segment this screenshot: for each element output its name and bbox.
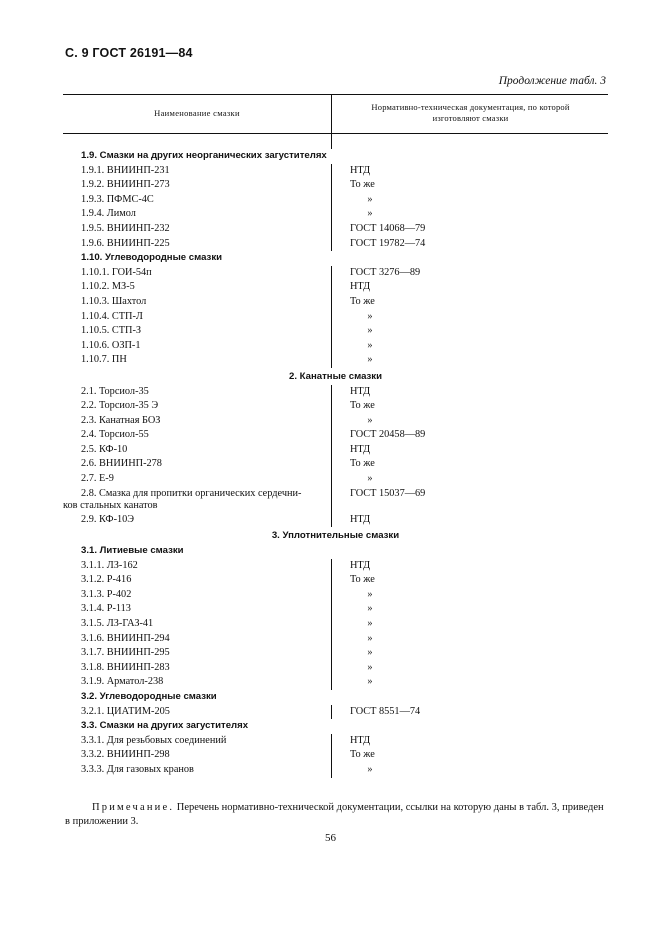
ditto-mark: » (367, 325, 373, 337)
table-row (63, 457, 608, 472)
lubricant-name: 3.3.1. Для резьбовых соединений (81, 734, 227, 746)
documentation-value: НТД (350, 513, 371, 525)
lubricant-name: 3.1.2. Р-416 (81, 574, 132, 586)
lubricant-name: 1.10. Углеводородные смазки (81, 252, 223, 264)
lubricant-name: 1.10.1. ГОИ-54п (81, 266, 152, 278)
subsection-heading (63, 690, 608, 705)
lubricant-name: 3.1.3. Р-402 (81, 588, 132, 600)
documentation-cell (331, 513, 608, 528)
documentation-value: ГОСТ 20458—89 (350, 429, 426, 441)
lubricant-name: 1.10.5. СТП-З (81, 325, 142, 337)
documentation-cell (331, 661, 608, 676)
lubricant-name: 3.1.8. ВНИИНП-283 (81, 661, 170, 673)
column-header-documentation-line2: изготовляют смазки (432, 113, 509, 123)
ditto-mark: » (367, 676, 373, 688)
lubricant-name: 3.1.6. ВНИИНП-294 (81, 632, 170, 644)
table-row (63, 310, 608, 325)
table-row (63, 295, 608, 310)
lubricant-name: 1.9.1. ВНИИНП-231 (81, 164, 170, 176)
documentation-cell (331, 559, 608, 574)
ditto-mark: » (367, 647, 373, 659)
table-row (63, 443, 608, 458)
documentation-cell (331, 428, 608, 443)
table-row (63, 588, 608, 603)
documentation-cell (331, 632, 608, 647)
documentation-value: То же (350, 179, 375, 191)
documentation-cell (331, 207, 608, 222)
subsection-heading (63, 719, 608, 734)
table-row (63, 763, 608, 778)
documentation-cell (331, 443, 608, 458)
table-row (63, 705, 608, 720)
documentation-value: ГОСТ 3276—89 (350, 266, 421, 278)
ditto-mark: » (367, 603, 373, 615)
lubricant-name: 2.4. Торсиол-55 (81, 429, 149, 441)
documentation-value: НТД (350, 559, 371, 571)
lubricant-name: 3.1.5. ЛЗ-ГАЗ-41 (81, 618, 154, 629)
lubricant-name: 3.3. Смазки на других загустителях (81, 720, 249, 732)
ditto-mark: » (367, 618, 373, 629)
documentation-cell (331, 385, 608, 400)
documentation-cell (331, 324, 608, 339)
subsection-heading (63, 544, 608, 559)
documentation-cell (331, 310, 608, 325)
lubricant-name: 1.9.2. ВНИИНП-273 (81, 179, 170, 191)
documentation-value: ГОСТ 15037—69 (350, 487, 426, 499)
documentation-value: То же (350, 458, 375, 470)
documentation-cell (331, 295, 608, 310)
ditto-mark: » (367, 661, 373, 673)
documentation-value: То же (350, 749, 375, 761)
table-row (63, 237, 608, 252)
lubricant-name: 3.1. Литиевые смазки (81, 545, 184, 557)
documentation-cell (331, 353, 608, 368)
documentation-cell (331, 266, 608, 281)
lubricant-name: 1.10.6. ОЗП-1 (81, 339, 141, 351)
ditto-mark: » (367, 588, 373, 600)
lubricant-name-line2: ков стальных канатов (63, 500, 158, 512)
ditto-mark: » (367, 354, 373, 366)
documentation-cell (331, 763, 608, 778)
column-header-documentation (333, 102, 608, 124)
table-row (63, 472, 608, 487)
lubricant-name: 2.9. КФ-10Э (81, 513, 135, 525)
table-row (63, 353, 608, 368)
column-header-name: Наименование смазки (154, 108, 240, 118)
table-body (63, 149, 608, 778)
subsection-heading (63, 149, 608, 164)
documentation-cell (331, 164, 608, 179)
table-row (63, 324, 608, 339)
documentation-cell (331, 602, 608, 617)
table-row (63, 339, 608, 354)
lubricant-name: 2.2. Торсиол-35 Э (81, 400, 159, 412)
ditto-mark: » (367, 473, 373, 485)
documentation-cell (331, 178, 608, 193)
lubricant-name: 3.2.1. ЦИАТИМ-205 (81, 705, 170, 717)
ditto-mark: » (367, 632, 373, 644)
lubricant-name: 3.2. Углеводородные смазки (81, 690, 217, 702)
table-row (63, 193, 608, 208)
documentation-value: ГОСТ 14068—79 (350, 222, 426, 234)
lubricant-name: 3. Уплотнительные смазки (271, 530, 400, 542)
table-continuation-label: Продолжение табл. 3 (498, 75, 606, 87)
documentation-cell (331, 646, 608, 661)
documentation-value: ГОСТ 8551—74 (350, 705, 421, 717)
documentation-cell (331, 487, 608, 513)
lubricant-name: 1.9.4. Лимол (81, 208, 136, 220)
ditto-mark: » (367, 339, 373, 351)
note-text: Перечень нормативно-технической документации, ссылки на которую даны в табл. 3, приведен в приложении 3. (65, 802, 604, 827)
lubricant-name (63, 487, 331, 513)
documentation-cell (331, 573, 608, 588)
table-row (63, 675, 608, 690)
table-row (63, 617, 608, 632)
ditto-mark: » (367, 763, 373, 775)
table-row (63, 602, 608, 617)
lubricant-name: 3.1.9. Арматол-238 (81, 676, 164, 688)
ditto-mark: » (367, 193, 373, 205)
documentation-cell (331, 222, 608, 237)
ditto-mark: » (367, 414, 373, 426)
lubricant-name: 2.7. Е-9 (81, 473, 114, 485)
page-header-title: С. 9 ГОСТ 26191—84 (65, 46, 193, 60)
table-row (63, 414, 608, 429)
page-number: 56 (325, 832, 336, 844)
note-label: Примечание. (92, 802, 175, 813)
section-heading (63, 527, 608, 544)
documentation-cell (331, 617, 608, 632)
lubricant-name: 2.3. Канатная БОЗ (81, 414, 161, 426)
subsection-heading (63, 251, 608, 266)
table-row (63, 487, 608, 513)
table-row (63, 748, 608, 763)
table-row (63, 385, 608, 400)
section-heading (63, 368, 608, 385)
lubricant-name: 1.10.2. МЗ-5 (81, 281, 135, 293)
ditto-mark: » (367, 208, 373, 220)
header-spacer (63, 134, 608, 149)
documentation-cell (331, 544, 608, 559)
lubricant-name-line1: 2.8. Смазка для пропитки органических сердечни- (81, 487, 302, 499)
lubricant-name: 2.6. ВНИИНП-278 (81, 458, 162, 470)
documentation-value: НТД (350, 385, 371, 397)
documentation-cell (331, 280, 608, 295)
documentation-cell (331, 705, 608, 720)
documentation-cell (331, 149, 608, 164)
lubricant-name: 1.10.7. ПН (81, 354, 127, 366)
documentation-value: НТД (350, 734, 371, 746)
documentation-cell (331, 472, 608, 487)
documentation-cell (331, 251, 608, 266)
lubricant-name: 1.9.5. ВНИИНП-232 (81, 222, 170, 234)
lubricant-name: 2. Канатные смазки (288, 370, 383, 382)
table-row (63, 559, 608, 574)
documentation-cell (331, 193, 608, 208)
table-row (63, 164, 608, 179)
table-row (63, 573, 608, 588)
documentation-value: То же (350, 400, 375, 412)
lubricant-name: 3.3.2. ВНИИНП-298 (81, 749, 170, 761)
documentation-value: НТД (350, 443, 371, 455)
header-tail-divider (331, 134, 332, 149)
table-row (63, 428, 608, 443)
lubricant-name: 1.10.3. Шахтол (81, 295, 147, 307)
lubricant-name: 1.10.4. СТП-Л (81, 310, 143, 322)
documentation-value: То же (350, 295, 375, 307)
lubricants-table (63, 94, 608, 778)
documentation-cell (331, 748, 608, 763)
documentation-cell (331, 588, 608, 603)
documentation-cell (331, 339, 608, 354)
documentation-value: ГОСТ 19782—74 (350, 237, 426, 249)
documentation-cell (331, 675, 608, 690)
lubricant-name: 3.3.3. Для газовых кранов (81, 763, 194, 775)
table-row (63, 632, 608, 647)
table-row (63, 513, 608, 528)
table-row (63, 399, 608, 414)
documentation-cell (331, 237, 608, 252)
table-row (63, 280, 608, 295)
lubricant-name: 3.1.1. ЛЗ-162 (81, 559, 138, 571)
lubricant-name: 3.1.4. Р-113 (81, 603, 131, 615)
table-note (65, 801, 605, 828)
lubricant-name: 3.1.7. ВНИИНП-295 (81, 647, 170, 659)
lubricant-name: 2.5. КФ-10 (81, 443, 128, 455)
documentation-cell (331, 690, 608, 705)
table-row (63, 222, 608, 237)
table-row (63, 266, 608, 281)
lubricant-name: 1.9.3. ПФМС-4С (81, 193, 154, 205)
header-divider (331, 95, 332, 133)
documentation-value: НТД (350, 164, 371, 176)
documentation-cell (331, 719, 608, 734)
table-row (63, 646, 608, 661)
lubricant-name: 1.9. Смазки на других неорганических загустителях (81, 150, 327, 161)
ditto-mark: » (367, 310, 373, 322)
column-header-documentation-line1: Нормативно-техническая документация, по которой (371, 102, 570, 112)
table-header (63, 94, 608, 134)
documentation-value: НТД (350, 281, 371, 293)
table-row (63, 661, 608, 676)
table-row (63, 734, 608, 749)
table-row (63, 207, 608, 222)
lubricant-name: 2.1. Торсиол-35 (81, 385, 149, 397)
documentation-cell (331, 457, 608, 472)
table-row (63, 178, 608, 193)
documentation-cell (331, 734, 608, 749)
lubricant-name: 1.9.6. ВНИИНП-225 (81, 237, 170, 249)
documentation-cell (331, 399, 608, 414)
documentation-cell (331, 414, 608, 429)
documentation-value: То же (350, 574, 375, 586)
